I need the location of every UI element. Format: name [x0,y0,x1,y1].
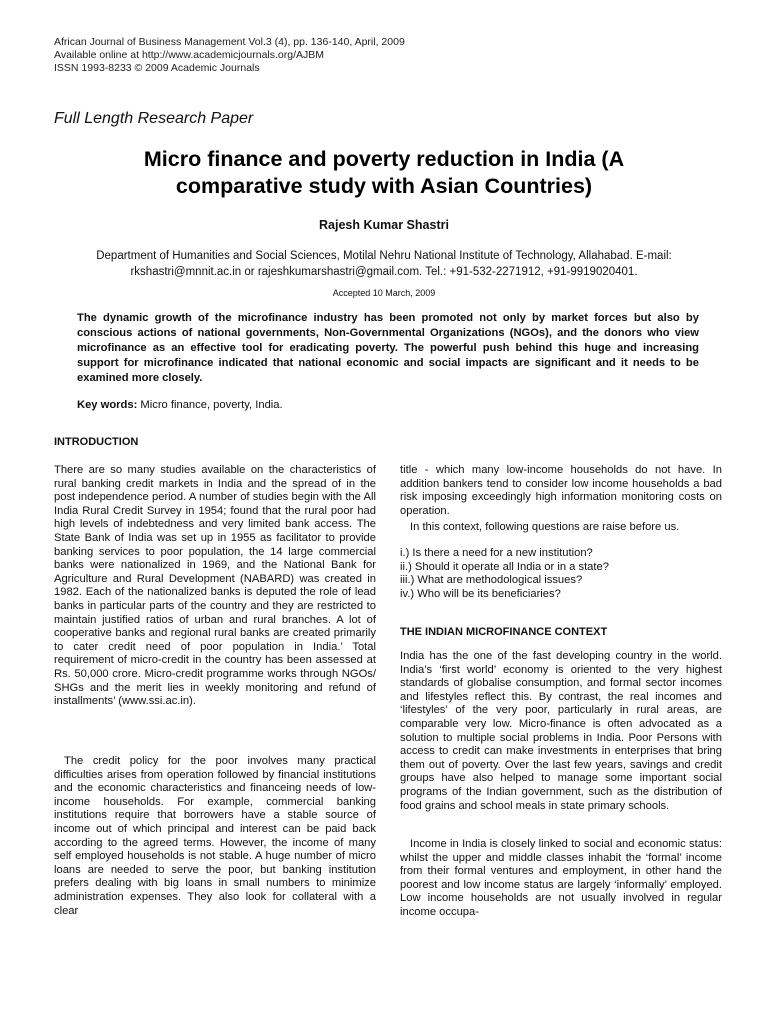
abstract: The dynamic growth of the microfinance industry has been promoted not only by market forces but also by conscious actions of national governments, Non-Governmental Organizations (NGOs), and the donors who view microfinance as an effective tool for eradicating poverty. The powerful push behind this huge and increasing support for microfinance indicated that national economic and social impacts are significant and it needs to be examined more closely. [77,312,699,384]
paper-title-line-2: comparative study with Asian Countries) [175,174,593,198]
affiliation-line-2: rkshastri@mnnit.ac.in or rajeshkumarshastri@gmail.com. Tel.: +91-532-2271912, +91-9919020401. [130,266,638,278]
accepted-date: Accepted 10 March, 2009 [332,288,436,298]
paper-title [60,146,708,200]
paper-type: Full Length Research Paper [54,110,254,127]
journal-url[interactable]: Available online at http://www.academicjournals.org/AJBM [54,49,325,61]
affiliation-line-1: Department of Humanities and Social Sciences, Motilal Nehru National Institute of Technology, Allahabad. E-mail: [96,250,672,262]
right-paragraph-3: India has the one of the fast developing country in the world. India’s ‘first world’ economy is oriented to the very highest standards of globalise consumption, and formal sector incomes and lifestyles reflect this. By contrast, the real incomes and ‘lifestyles’ of the very poor, particularly in rural areas, are comparable very low. Micro-finance is often advocated as a solution to multiple social problems in India. Poor Persons with access to credit can make investments in enterprises that bring them out of poverty. Over the last few years, savings and credit groups have also helped to manage some important social programs of the Indian government, such as the distribution of food grains and school meals in state primary schools. [400,650,722,812]
list-item: ii.) Should it operate all India or in a state? [400,560,609,573]
author-name: Rajesh Kumar Shastri [319,218,449,232]
right-paragraph-1: title - which many low-income households do not have. In addition bankers tend to consider low income households a bad risk imposing exceedingly high information monitoring costs on operation. [400,464,722,517]
author-affiliation [60,248,708,280]
keywords-label: Key words: [77,399,138,411]
list-item: iv.) Who will be its beneficiaries? [400,587,561,600]
microfinance-context-heading: THE INDIAN MICROFINANCE CONTEXT [400,626,608,638]
introduction-heading: INTRODUCTION [54,436,139,448]
list-item: i.) Is there a need for a new institution? [400,547,593,559]
right-paragraph-2: In this context, following questions are raise before us. [410,521,680,533]
journal-header [54,36,405,75]
paper-title-line-1: Micro finance and poverty reduction in India (A [143,147,625,171]
intro-paragraph-1: There are so many studies available on the characteristics of rural banking credit markets in India and the spread of in the post independence period. A number of studies begin with the All India Rural Credit Survey in 1954; found that the rural poor had high levels of indebtedness and very limited bank access. The State Bank of India was set up in 1955 as facilitator to provide banking services to poor population, the 14 large commercial banks were nationalized in 1969, and the National Bank for Agriculture and Rural Development (NABARD) was created in 1982. Each of the nationalized banks is deputed the role of lead banks in particular parts of the country and they are restricted to maintain justified ratios of urban and rural branches. A lot of cooperative banks and regional rural banks are created primarily to cater credit need of poor population in India.’ Total requirement of micro-credit in the country has been assessed at Rs. 50,000 crore. Micro-credit programme works through NGOs/ SHGs and the merit lies in weekly monitoring and refund of installments’ (www.ssi.ac.in). [54,464,376,708]
question-list [400,547,609,601]
keywords [77,399,283,411]
journal-citation: African Journal of Business Management Vol.3 (4), pp. 136-140, April, 2009 [54,36,405,48]
list-item: iii.) What are methodological issues? [400,574,583,587]
keywords-value: Micro finance, poverty, India. [137,399,283,411]
intro-paragraph-2: The credit policy for the poor involves many practical difficulties arises from operation followed by financial institutions and the economic characteristics and financeing needs of low-income households. For example, commercial banking institutions require that borrowers have a stable source of income out of which principal and interest can be paid back according to the agreed terms. However, the income of many self employed households is not stable. A huge number of micro loans are needed to serve the poor, but banking institution prefers dealing with big loans in small numbers to minimize administration expenses. They also look for collateral with a clear [54,755,376,917]
right-paragraph-4: Income in India is closely linked to social and economic status: whilst the upper and middle classes inhabit the ‘formal’ income from their formal ventures and employment, in other hand the poorest and low income status are largely ‘informally’ employed. Low income households are not usually involved in regular income occupa- [400,838,722,918]
journal-issn: ISSN 1993-8233 © 2009 Academic Journals [54,62,260,74]
